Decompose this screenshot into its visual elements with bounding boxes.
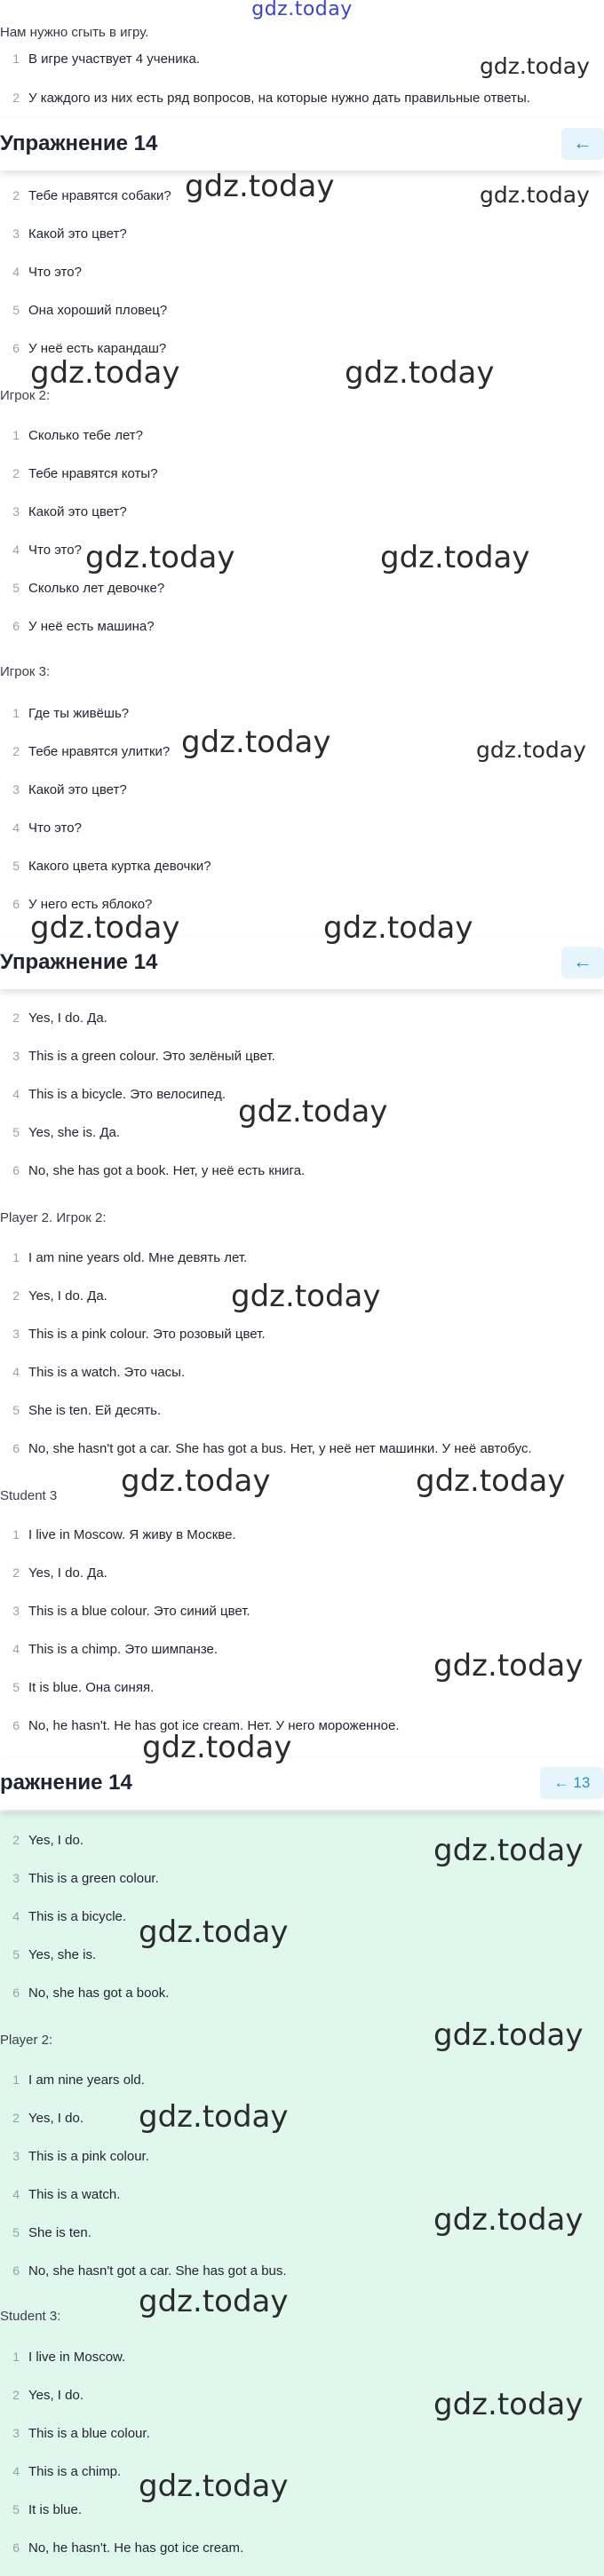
- list-item: 2 Тебе нравятся собаки?: [12, 188, 171, 203]
- watermark: gdz.today: [30, 355, 180, 391]
- list-item: 2 Yes, I do. Да.: [12, 1565, 107, 1581]
- list-item: 3 This is a pink colour.: [12, 2149, 149, 2164]
- list-item: 5 Yes, she is.: [12, 1947, 97, 1962]
- watermark: gdz.today: [433, 2017, 584, 2053]
- list-item: 1 Сколько тебе лет?: [12, 428, 144, 443]
- watermark: gdz.today: [238, 1094, 388, 1129]
- exercise-header: [0, 1758, 604, 1810]
- list-item: 6 No, he hasn't. He has got ice cream. Нет. У него мороженное.: [12, 1718, 400, 1733]
- list-item: 5 She is ten.: [12, 2225, 91, 2240]
- watermark: gdz.today: [476, 737, 586, 763]
- watermark: gdz.today: [139, 1914, 289, 1950]
- watermark: gdz.today: [345, 355, 495, 391]
- list-item: 3 Какой это цвет?: [12, 782, 127, 797]
- back-button[interactable]: [561, 128, 604, 160]
- watermark: gdz.today: [85, 540, 235, 575]
- list-item: 6 No, she has got a book.: [12, 1986, 170, 2001]
- list-item: 6 У него есть яблоко?: [12, 897, 153, 912]
- watermark: gdz.today: [142, 1730, 292, 1765]
- list-item: 3 This is a green colour.: [12, 1871, 159, 1886]
- exercise-title: ражнение 14: [0, 1771, 132, 1795]
- list-item: 3 This is a green colour. Это зелёный цвет.: [12, 1049, 275, 1064]
- list-item: 4 This is a watch.: [12, 2187, 121, 2202]
- arrow-left-icon: ←: [573, 950, 592, 972]
- watermark: gdz.today: [121, 1463, 271, 1499]
- watermark: gdz.today: [433, 1833, 584, 1868]
- list-item: 4 This is a bicycle.: [12, 1909, 127, 1924]
- list-item: 2 Yes, I do. Да.: [12, 1288, 107, 1304]
- watermark: gdz.today: [380, 540, 530, 575]
- list-item: 5 Какого цвета куртка девочки?: [12, 859, 211, 874]
- watermark: gdz.today: [139, 2469, 289, 2504]
- player-label: Player 2. Игрок 2:: [0, 1210, 107, 1225]
- exercise-header: [0, 119, 604, 170]
- list-item: 5 It is blue.: [12, 2502, 83, 2517]
- list-item: 1 I am nine years old. Мне девять лет.: [12, 1250, 248, 1265]
- back-button[interactable]: ← 13: [540, 1767, 604, 1799]
- player-label: Игрок 2:: [0, 388, 51, 403]
- list-item: 6 У неё есть карандаш?: [12, 341, 167, 356]
- list-item: 3 This is a blue colour. Это синий цвет.: [12, 1604, 250, 1619]
- list-item: 5 Yes, she is. Да.: [12, 1125, 120, 1140]
- list-item: 1 I am nine years old.: [12, 2073, 145, 2088]
- list-item: 6 У неё есть машина?: [12, 619, 155, 634]
- list-item: 4 This is a chimp.: [12, 2464, 122, 2479]
- list-item: 2 Yes, I do.: [12, 2388, 83, 2403]
- watermark: gdz.today: [185, 169, 335, 204]
- list-item: 2 Yes, I do. Да.: [12, 1011, 107, 1026]
- list-item: 5 Она хороший пловец?: [12, 303, 168, 318]
- list-item: 1 I live in Moscow. Я живу в Москве.: [12, 1527, 236, 1542]
- list-item: 5 She is ten. Ей десять.: [12, 1403, 162, 1418]
- list-item: 2 Yes, I do.: [12, 1833, 83, 1848]
- watermark: gdz.today: [181, 725, 331, 760]
- list-item: 6 No, she hasn't got a car. She has got a bus. Нет, у неё нет машинки. У неё автобус.: [12, 1441, 532, 1456]
- list-item: 4 This is a bicycle. Это велосипед.: [12, 1087, 226, 1102]
- watermark: gdz.today: [433, 2387, 584, 2422]
- player-label: Student 3:: [0, 2309, 61, 2324]
- exercise-title: Упражнение 14: [0, 131, 158, 155]
- watermark: gdz.today: [231, 1279, 381, 1314]
- list-item: 3 This is a pink colour. Это розовый цвет.: [12, 1327, 266, 1342]
- watermark: gdz.today: [416, 1463, 566, 1499]
- list-item: 6 No, she hasn't got a car. She has got a bus.: [12, 2263, 287, 2279]
- list-item: 5 Сколько лет девочке?: [12, 581, 165, 596]
- exercise-title: Упражнение 14: [0, 950, 158, 974]
- player-label: Student 3: [0, 1488, 58, 1503]
- list-item: 2 Yes, I do.: [12, 2111, 83, 2126]
- player-label: Игрок 3:: [0, 664, 51, 679]
- watermark: gdz.today: [480, 182, 590, 208]
- list-item: 4 Что это?: [12, 265, 82, 280]
- list-item: 1 Где ты живёшь?: [12, 706, 130, 721]
- list-item: 6 No, he hasn't. He has got ice cream.: [12, 2540, 244, 2556]
- list-item: 3 Какой это цвет?: [12, 226, 127, 242]
- list-item: 6 No, she has got a book. Нет, у неё есть книга.: [12, 1163, 306, 1178]
- list-item: 2 У каждого из них есть ряд вопросов, на которые нужно дать правильные ответы.: [12, 91, 530, 106]
- list-item: 2 Тебе нравятся коты?: [12, 466, 158, 481]
- list-item: 3 This is a blue colour.: [12, 2426, 150, 2441]
- arrow-left-icon: ←: [573, 131, 592, 154]
- watermark: gdz.today: [139, 2284, 289, 2319]
- list-item: 1 I live in Moscow.: [12, 2350, 126, 2365]
- watermark: gdz.today: [480, 53, 590, 79]
- site-logo[interactable]: gdz.today: [251, 0, 353, 20]
- watermark: gdz.today: [30, 910, 180, 946]
- player-label: Player 2:: [0, 2033, 53, 2048]
- back-button[interactable]: [561, 947, 604, 979]
- watermark: gdz.today: [433, 1648, 584, 1684]
- list-item: 5 It is blue. Она синяя.: [12, 1680, 155, 1695]
- list-item: 3 Какой это цвет?: [12, 504, 127, 519]
- watermark: gdz.today: [323, 910, 473, 946]
- list-item: 1 В игре участвует 4 ученика.: [12, 52, 200, 67]
- list-item: 4 Что это?: [12, 543, 82, 558]
- list-item: 2 Тебе нравятся улитки?: [12, 744, 171, 759]
- intro-text: Нам нужно сгыть в игру.: [0, 25, 149, 40]
- watermark: gdz.today: [433, 2202, 584, 2238]
- watermark: gdz.today: [139, 2099, 289, 2135]
- list-item: 4 This is a watch. Это часы.: [12, 1365, 186, 1380]
- list-item: 4 Что это?: [12, 820, 82, 836]
- list-item: 4 This is a chimp. Это шимпанзе.: [12, 1642, 219, 1657]
